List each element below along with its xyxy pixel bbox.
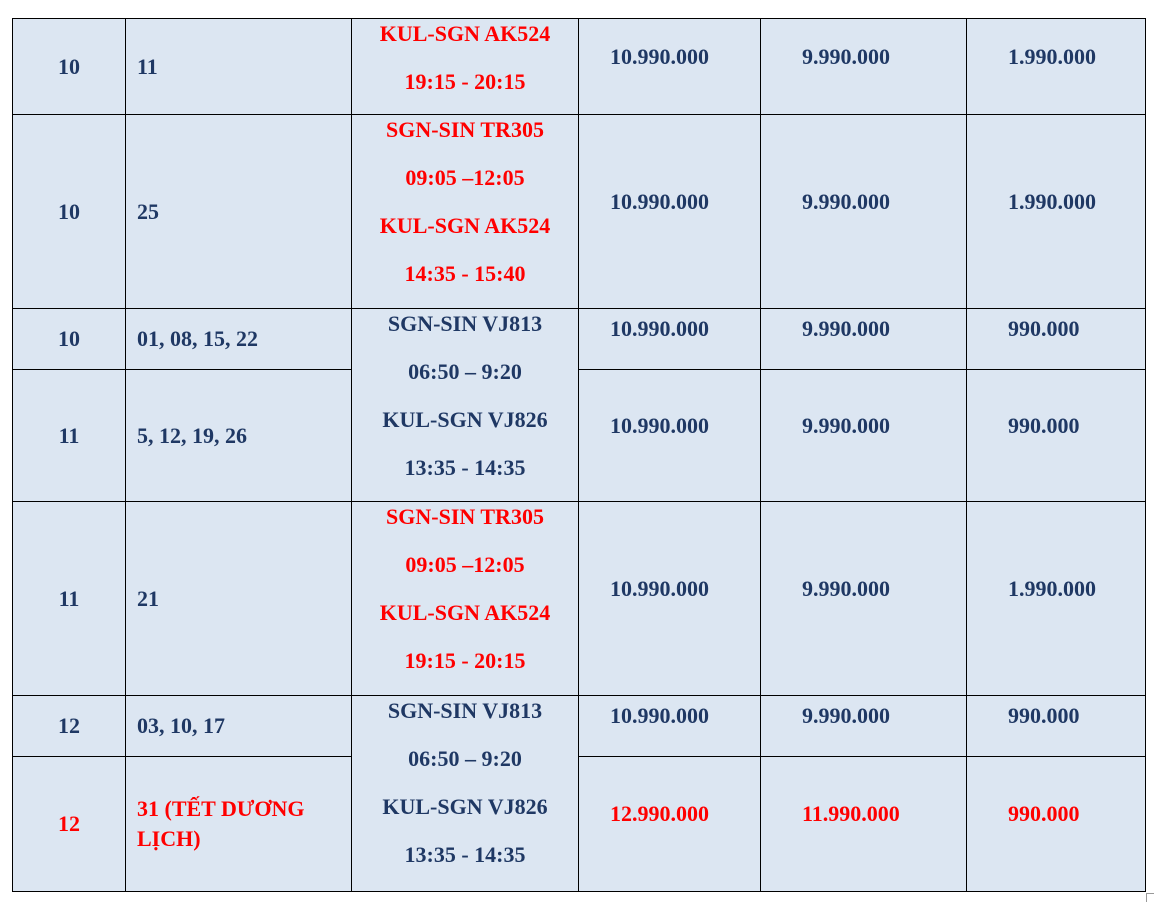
price-infant: 990.000 <box>967 696 1146 757</box>
month-cell: 11 <box>13 370 126 502</box>
price-child: 9.990.000 <box>761 696 967 757</box>
flight-cell <box>352 502 579 696</box>
flight-time: 14:35 - 15:40 <box>404 261 526 286</box>
flight-time: 06:50 – 9:20 <box>408 746 522 771</box>
days-cell: 01, 08, 15, 22 <box>126 309 352 370</box>
flight-time: 06:50 – 9:20 <box>408 359 522 384</box>
table-row <box>13 115 1146 309</box>
table-row <box>13 309 1146 370</box>
flight-line: SGN-SIN VJ813 <box>387 311 543 336</box>
price-child: 9.990.000 <box>761 370 967 502</box>
flight-time: 19:15 - 20:15 <box>404 648 526 673</box>
days-cell: 21 <box>126 502 352 696</box>
price-adult: 10.990.000 <box>579 115 761 309</box>
flight-time: 09:05 –12:05 <box>405 165 525 190</box>
flight-line: KUL-SGN VJ826 <box>382 794 548 819</box>
flight-time: 09:05 –12:05 <box>405 552 525 577</box>
flight-line: KUL-SGN VJ826 <box>382 407 548 432</box>
month-cell: 10 <box>13 115 126 309</box>
flight-line: KUL-SGN AK524 <box>379 21 551 46</box>
flight-time: 13:35 - 14:35 <box>404 842 526 867</box>
table-row <box>13 370 1146 502</box>
flight-line: SGN-SIN TR305 <box>386 504 544 529</box>
price-adult: 10.990.000 <box>579 696 761 757</box>
table-row <box>13 696 1146 757</box>
price-infant: 1.990.000 <box>967 115 1146 309</box>
tour-schedule-table <box>12 18 1146 892</box>
price-infant: 990.000 <box>967 309 1146 370</box>
flight-cell <box>352 115 579 309</box>
price-child: 9.990.000 <box>761 19 967 115</box>
month-cell: 10 <box>13 309 126 370</box>
days-cell: 31 (TẾT DƯƠNG LỊCH) <box>126 757 352 892</box>
days-cell: 5, 12, 19, 26 <box>126 370 352 502</box>
flight-time: 19:15 - 20:15 <box>404 69 526 94</box>
flight-cell <box>352 19 579 115</box>
table-row <box>13 19 1146 115</box>
month-cell: 12 <box>13 696 126 757</box>
month-cell: 11 <box>13 502 126 696</box>
days-cell: 11 <box>126 19 352 115</box>
month-cell: 12 <box>13 757 126 892</box>
days-cell: 25 <box>126 115 352 309</box>
price-adult: 12.990.000 <box>579 757 761 892</box>
flight-time: 13:35 - 14:35 <box>404 455 526 480</box>
price-child: 9.990.000 <box>761 502 967 696</box>
flight-cell <box>352 309 579 502</box>
flight-cell <box>352 696 579 892</box>
month-cell: 10 <box>13 19 126 115</box>
price-adult: 10.990.000 <box>579 370 761 502</box>
table-row-holiday <box>13 757 1146 892</box>
flight-line: KUL-SGN AK524 <box>379 213 551 238</box>
price-adult: 10.990.000 <box>579 309 761 370</box>
flight-line: SGN-SIN TR305 <box>386 117 544 142</box>
price-infant: 990.000 <box>967 757 1146 892</box>
price-child: 9.990.000 <box>761 309 967 370</box>
price-adult: 10.990.000 <box>579 502 761 696</box>
price-adult: 10.990.000 <box>579 19 761 115</box>
price-infant: 990.000 <box>967 370 1146 502</box>
price-child: 11.990.000 <box>761 757 967 892</box>
days-cell: 03, 10, 17 <box>126 696 352 757</box>
price-child: 9.990.000 <box>761 115 967 309</box>
flight-line: KUL-SGN AK524 <box>379 600 551 625</box>
price-infant: 1.990.000 <box>967 502 1146 696</box>
table-row <box>13 502 1146 696</box>
price-infant: 1.990.000 <box>967 19 1146 115</box>
table-resize-handle[interactable] <box>1146 893 1154 902</box>
flight-line: SGN-SIN VJ813 <box>387 698 543 723</box>
